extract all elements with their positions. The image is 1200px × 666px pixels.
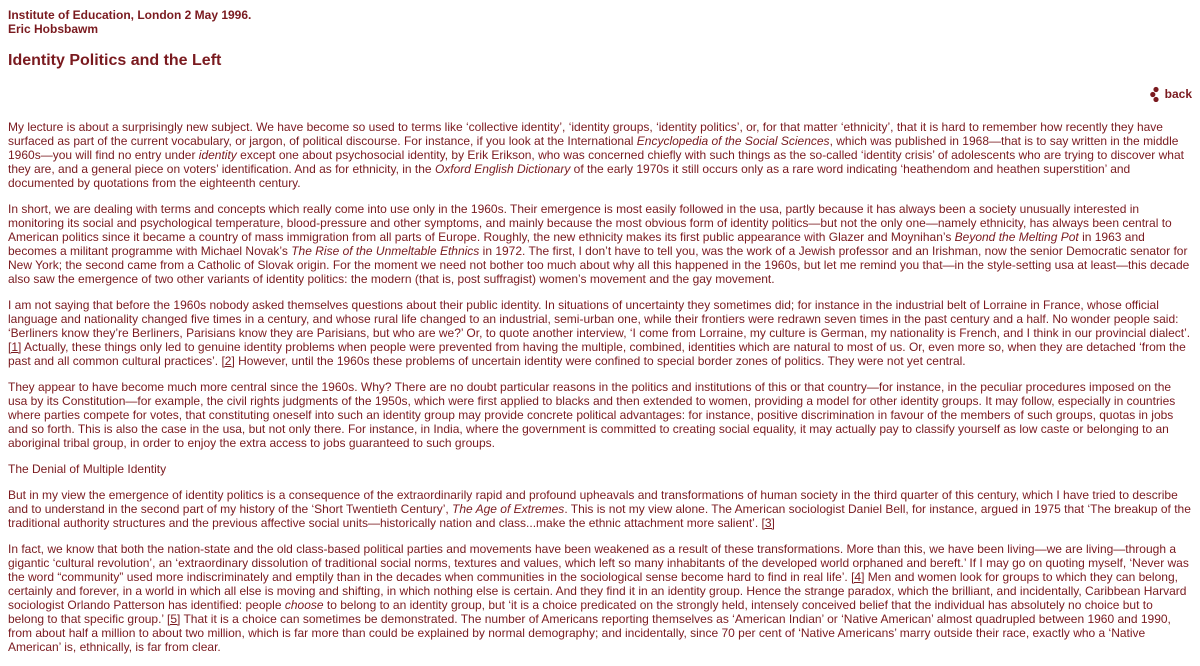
text-run: In fact, we know that both the nation-state and the old class-based political parties and movements have been weakened as a result of these transformations. More than this, we have been living—we are living—through a gigantic ‘cultural revolution’, an ‘extraordinary dissolution of traditional social norms, textures and values, which left so many inhabitants of the developed world orphaned and bereft.’ If I may go on quoting myself, ‘Never was the word “community” used more indiscriminately and emptily than in the decades when communities in the sociological sense become hard to find in real life’. (8, 542, 1189, 584)
paragraph-4 (8, 380, 1192, 450)
book-title: Beyond the Melting Pot (954, 230, 1079, 244)
text-run: My lecture is about a surprisingly new subject. We have become so used to terms like ‘collective identity’, ‘identity groups, ‘identity politics’, or, for that matter ‘ethnicity’, that it is hard to remember how recently they have surfaced as part of the current vocabulary, or jargon, of political discourse. For instance, if you look at the International (8, 120, 1163, 148)
footnote-link-2[interactable]: [2] (221, 354, 235, 368)
text-run: Actually, these things only led to genuine identity problems when people were prevented from having the multiple, combined, identities which are natural to most of us. Or, even more so, when they are detached ‘from the past and all common cultural practices’. (8, 340, 1186, 368)
section-heading: The Denial of Multiple Identity (8, 462, 167, 476)
article-title: Identity Politics and the Left (8, 52, 222, 69)
text-run: , which was published in 1968—that is to say written in the middle 1960s—you will find no entry under (8, 134, 1179, 162)
paragraph-1 (8, 120, 1192, 190)
text-run: in 1963 and becomes a militant programme with Michael Novak’s (8, 230, 1145, 258)
footnote-link-5[interactable]: [5] (167, 612, 181, 626)
text-run: I am not saying that before the 1960s nobody asked themselves questions about their public identity. In situations of uncertainty they sometimes did; for instance in the industrial belt of Lorraine in France, whose official language and nationality changed five times in a century, and whose rural life changed to an industrial, semi-urban one, while their frontiers were redrawn seven times in the past century and a half. No wonder people said: ‘Berliners know they’re Berliners, Parisians know they are Parisians, but who are we?’ Or, to quote another interview, ‘I come from Lorraine, my culture is German, my nationality is French, and I think in our provincial dialect’. (8, 298, 1191, 340)
text-run: of the early 1970s it still occurs only as a rare word indicating ‘heathendom and heathen superstition’ and documented by quotations from the eighteenth century. (8, 162, 1131, 190)
book-title: Encyclopedia of the Social Sciences (636, 134, 830, 148)
emphasis: identity (198, 148, 237, 162)
back-label: back (1164, 87, 1192, 101)
back-link[interactable] (1150, 86, 1192, 102)
text-run: They appear to have become much more central since the 1960s. Why? There are no doubt particular reasons in the politics and institutions of this or that country—for instance, in the peculiar procedures imposed on the usa by its Constitution—for example, the civil rights judgments of the 1950s, which were first applied to blacks and then extended to women, providing a model for other identity groups. It may follow, especially in countries where parties compete for votes, that constituting oneself into such an identity group may provide concrete political advantages: for instance, positive discrimination in favour of the members of such groups, quotas in jobs and so forth. This is also the case in the usa, but not only there. For instance, in India, where the government is committed to creating social equality, it may actually pay to classify yourself as low caste or belonging to an aboriginal tribal group, in order to enjoy the extra access to jobs guaranteed to such groups. (8, 380, 1176, 450)
book-title: The Rise of the Unmeltable Ethnics (291, 244, 480, 258)
footnote-link-3[interactable]: [3] (761, 516, 775, 530)
book-title: The Age of Extremes (452, 502, 565, 516)
text-run: Men and women look for groups to which they can belong, certainly and forever, in a world in which all else is moving and shifting, in which nothing else is certain. And they find it in an identity group. Hence the strange paradox, which the brilliant, and incidentally, Caribbean Harvard sociologist Orlando Patterson has identified: people (8, 570, 1187, 612)
text-run: except one about psychosocial identity, by Erik Erikson, who was concerned chiefly with such things as the so-called ‘identity crisis’ of adolescents who are trying to discover what they are, and a general piece on voters’ identification. And as for ethnicity, in the (8, 148, 1184, 176)
paragraph-3 (8, 298, 1192, 368)
text-run: However, until the 1960s these problems of uncertain identity were confined to special border zones of politics. They were not yet central. (234, 354, 966, 368)
paragraph-2 (8, 202, 1192, 286)
text-run: to belong to an identity group, but ‘it is a choice predicated on the strongly held, intensely conceived belief that the individual has absolutely no choice but to belong to that specific group.’ (8, 598, 1153, 626)
three-dots-icon (1150, 86, 1164, 102)
article-body (8, 120, 1192, 666)
text-run: in 1972. The first, I don’t have to tell you, was the work of a Jewish professor and an Irishman, now the senior Democratic senator for New York; the second came from a Catholic of Slovak origin. For the moment we need not bother too much about why all this happened in the 1960s, but let me remind you that—in the style-setting usa at least—this decade also saw the emergence of two other variants of identity politics: the modern (that is, post suffragist) women’s movement and the gay movement. (8, 244, 1190, 286)
footnote-link-4[interactable]: [4] (851, 570, 865, 584)
text-run: In short, we are dealing with terms and concepts which really come into use only in the 1960s. Their emergence is most easily followed in the usa, partly because it has always been a society unusually interested in monitoring its social and psychological temperature, blood-pressure and other symptoms, and mainly because the most obvious form of identity politics—but not the only one—namely ethnicity, has always been central to American politics since it became a country of mass immigration from all parts of Europe. Roughly, the new ethnicity makes its first public appearance with Glazer and Moynihan’s (8, 202, 1172, 244)
venue-date-line: Institute of Education, London 2 May 1996. (8, 8, 252, 22)
text-run: That it is a choice can sometimes be demonstrated. The number of Americans reporting themselves as ‘American Indian’ or ‘Native American’ almost quadrupled between 1960 and 1990, from about half a million to about two million, which is far more than could be explained by normal demography; and incidentally, since 70 per cent of ‘Native Americans’ marry outside their race, exactly who a ‘Native American’ is, ethnically, is far from clear. (8, 612, 1171, 654)
book-title: Oxford English Dictionary (434, 162, 571, 176)
emphasis: choose (284, 598, 324, 612)
article-header (8, 8, 251, 36)
text-run: . This is not my view alone. The American sociologist Daniel Bell, for instance, argued in 1975 that ‘The breakup of the traditional authority structures and the previous affective social units—historically nation and class...make the ethnic attachment more salient’. (8, 502, 1191, 530)
paragraph-5 (8, 488, 1192, 530)
paragraph-6 (8, 542, 1192, 654)
footnote-link-1[interactable]: [1] (8, 340, 22, 354)
author-name: Eric Hobsbawm (8, 22, 99, 36)
text-run: But in my view the emergence of identity politics is a consequence of the extraordinarily rapid and profound upheavals and transformations of human society in the third quarter of this century, which I have tried to describe and to understand in the second part of my history of the ‘Short Twentieth Century’, (8, 488, 1178, 516)
